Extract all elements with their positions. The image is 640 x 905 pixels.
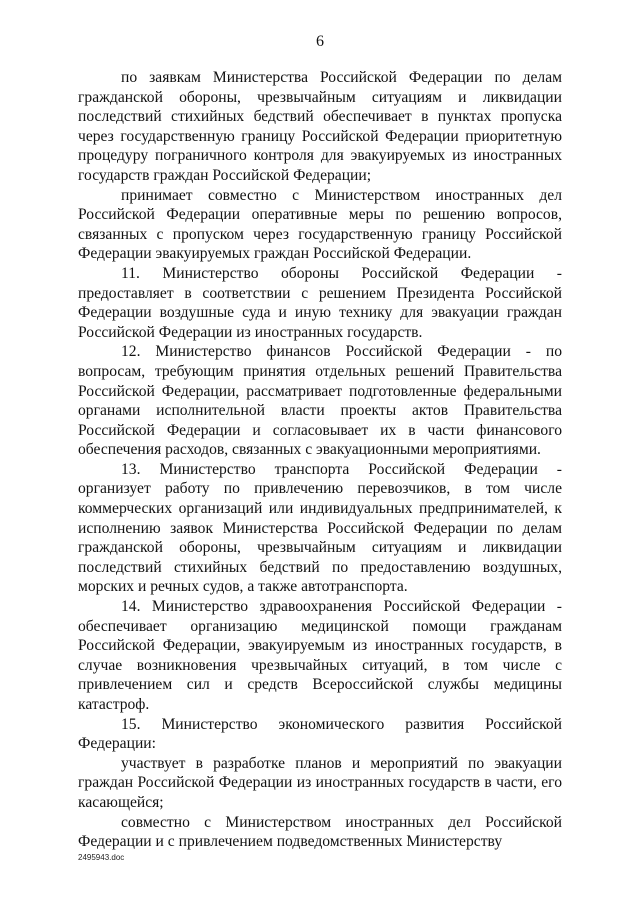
paragraph-joint-with-mfa: совместно с Министерством иностранных дел Российской Федерации и с привлечением подведомственных Министерству (78, 813, 562, 851)
paragraph-border-control: по заявкам Министерства Российской Федерации по делам гражданской обороны, чрезвычайным ситуациям и ликвидации последствий стихийных бедствий обеспечивает в пунктах пропуска через государственную границу Российской Федерации приоритетную процедуру пограничного контроля для эвакуируемых из иностранных государств граждан Российской Федерации; (78, 69, 562, 184)
paragraph-evacuation-planning: участвует в разработке планов и мероприятий по эвакуации граждан Российской Федерации из иностранных государств в части, его касающейся; (78, 754, 562, 811)
paragraph-item-13-transport: 13. Министерство транспорта Российской Федерации - организует работу по привлечению перевозчиков, в том числе коммерческих организаций или индивидуальных предпринимателей, к исполнению заявок Министерства Российской Федерации по делам гражданской обороны, чрезвычайным ситуациям и ликвидации последствий стихийных бедствий по предоставлению воздушных, морских и речных судов, а также автотранспорта. (78, 460, 562, 596)
footer-file-name: 2495943.doc (78, 853, 125, 862)
page-number: 6 (316, 33, 324, 50)
paragraph-operational-measures: принимает совместно с Министерством иностранных дел Российской Федерации оперативные меры по решению вопросов, связанных с пропуском через государственную границу Российской Федерации эвакуируемых граждан Российской Федерации. (78, 186, 562, 263)
paragraph-item-12-finance: 12. Министерство финансов Российской Федерации - по вопросам, требующим принятия отдельных решений Правительства Российской Федерации, рассматривает подготовленные федеральными органами исполнительной власти проекты актов Правительства Российской Федерации и согласовывает их в части финансового обеспечения расходов, связанных с эвакуационными мероприятиями. (78, 343, 562, 459)
document-body (78, 68, 562, 852)
paragraph-item-14-health: 14. Министерство здравоохранения Российской Федерации - обеспечивает организацию медицинской помощи гражданам Российской Федерации, эвакуируемым из иностранных государств, в случае возникновения чрезвычайных ситуаций, в том числе с привлечением сил и средств Всероссийской службы медицины катастроф. (78, 598, 562, 713)
paragraph-item-15-economy: 15. Министерство экономического развития Российской Федерации: (78, 715, 562, 753)
paragraph-item-11-defense: 11. Министерство обороны Российской Федерации - предоставляет в соответствии с решением Президента Российской Федерации воздушные суда и иную технику для эвакуации граждан Российской Федерации из иностранных государств. (78, 264, 562, 341)
